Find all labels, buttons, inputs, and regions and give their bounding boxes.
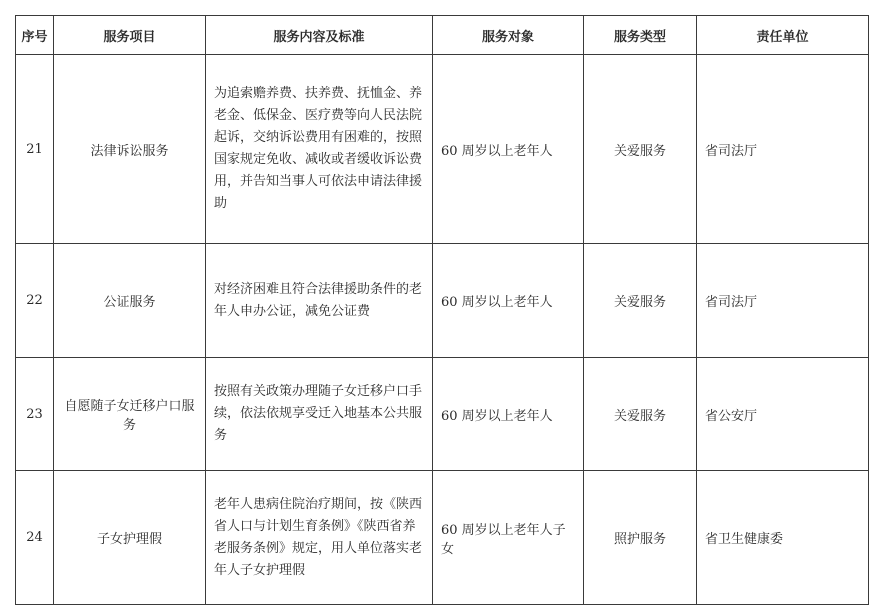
cell-item: 自愿随子女迁移户口服务	[54, 358, 206, 471]
cell-target: 60 周岁以上老年人	[433, 244, 584, 358]
header-type: 服务类型	[584, 16, 697, 55]
cell-target: 60 周岁以上老年人子女	[433, 471, 584, 605]
cell-num: 24	[16, 471, 54, 605]
table-row	[16, 358, 869, 471]
cell-unit: 省卫生健康委	[697, 471, 869, 605]
header-target: 服务对象	[433, 16, 584, 55]
table-row	[16, 244, 869, 358]
cell-num: 21	[16, 55, 54, 244]
cell-item: 法律诉讼服务	[54, 55, 206, 244]
header-unit: 责任单位	[697, 16, 869, 55]
cell-content: 对经济困难且符合法律援助条件的老年人申办公证，减免公证费	[206, 244, 433, 358]
cell-type: 关爱服务	[584, 55, 697, 244]
cell-content: 为追索赡养费、扶养费、抚恤金、养老金、低保金、医疗费等向人民法院起诉，交纳诉讼费用有困难的，按照国家规定免收、减收或者缓收诉讼费用，并告知当事人可依法申请法律援助	[206, 55, 433, 244]
cell-content: 老年人患病住院治疗期间，按《陕西省人口与计划生育条例》《陕西省养老服务条例》规定，用人单位落实老年人子女护理假	[206, 471, 433, 605]
header-row	[16, 16, 869, 55]
cell-unit: 省公安厅	[697, 358, 869, 471]
cell-unit: 省司法厅	[697, 244, 869, 358]
table-row	[16, 55, 869, 244]
cell-type: 照护服务	[584, 471, 697, 605]
cell-target: 60 周岁以上老年人	[433, 55, 584, 244]
header-item: 服务项目	[54, 16, 206, 55]
services-table	[15, 15, 869, 605]
cell-target: 60 周岁以上老年人	[433, 358, 584, 471]
cell-type: 关爱服务	[584, 358, 697, 471]
header-num: 序号	[16, 16, 54, 55]
cell-content: 按照有关政策办理随子女迁移户口手续，依法依规享受迁入地基本公共服务	[206, 358, 433, 471]
cell-item: 子女护理假	[54, 471, 206, 605]
cell-num: 22	[16, 244, 54, 358]
cell-type: 关爱服务	[584, 244, 697, 358]
table-row	[16, 471, 869, 605]
header-content: 服务内容及标准	[206, 16, 433, 55]
cell-num: 23	[16, 358, 54, 471]
cell-unit: 省司法厅	[697, 55, 869, 244]
cell-item: 公证服务	[54, 244, 206, 358]
